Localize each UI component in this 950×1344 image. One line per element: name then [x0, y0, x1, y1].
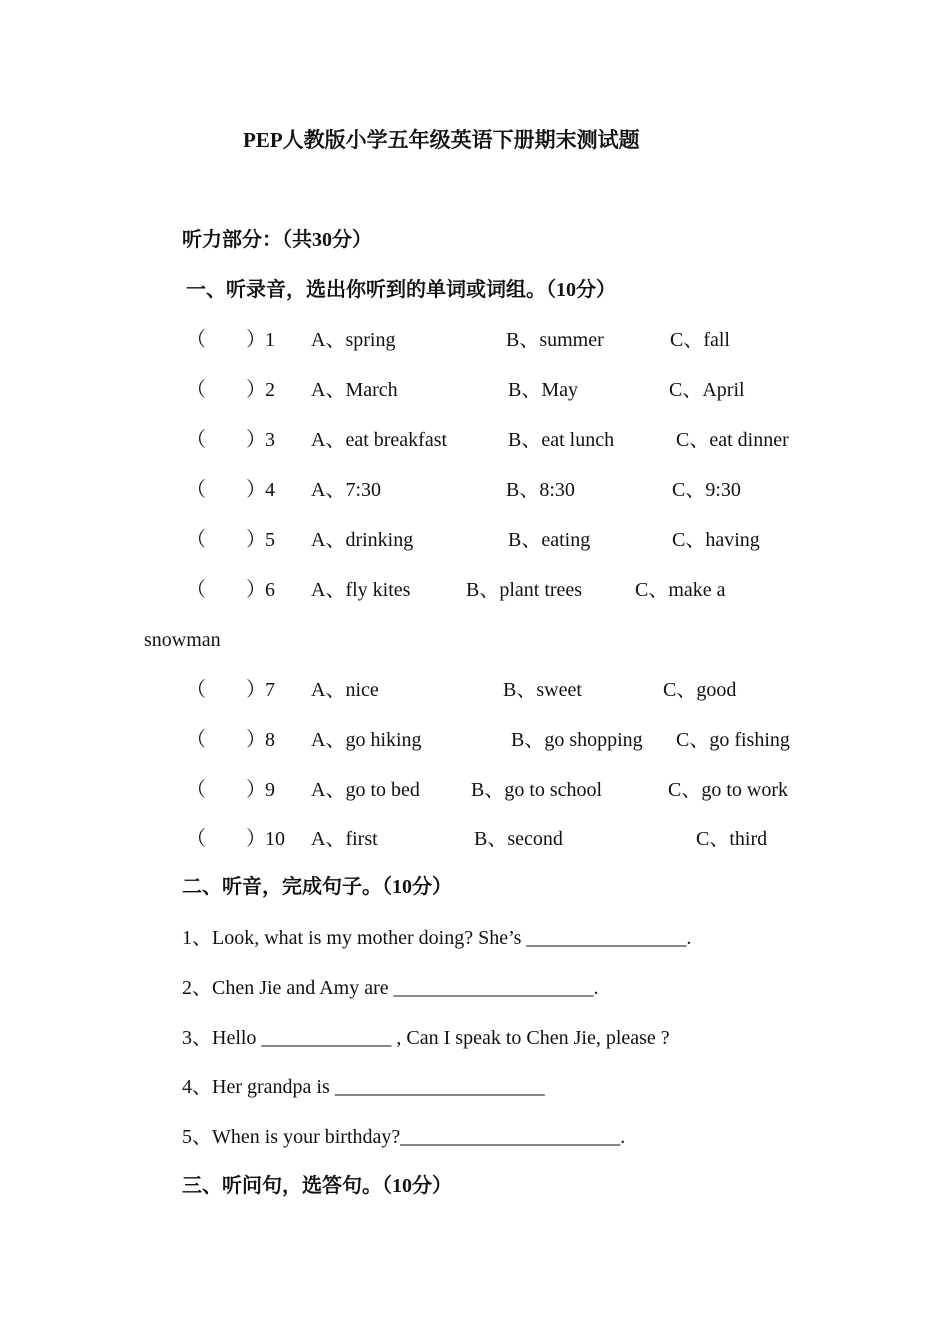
option-b: B、go shopping [511, 729, 643, 751]
option-b: B、8:30 [506, 479, 575, 501]
option-b: B、eating [508, 529, 591, 551]
section2-heading: 二、听音，完成句子。（10分） [182, 876, 452, 898]
option-a: A、go hiking [311, 729, 422, 751]
option-c: C、third [696, 828, 768, 850]
option-b: B、sweet [503, 679, 582, 701]
option-c: C、go fishing [676, 729, 790, 751]
question-number: 3 [265, 429, 275, 451]
option-c: C、go to work [668, 779, 788, 801]
question-number: 2 [265, 379, 275, 401]
option-b: B、eat lunch [508, 429, 615, 451]
option-c-continuation: snowman [144, 629, 221, 651]
answer-parenthesis: （ ） [186, 779, 266, 801]
option-b: B、summer [506, 329, 604, 351]
answer-parenthesis: （ ） [186, 329, 266, 351]
answer-parenthesis: （ ） [186, 579, 266, 601]
option-a: A、March [311, 379, 398, 401]
sentence-4: 4、Her grandpa is _____________________ [182, 1076, 545, 1098]
listening-header: 听力部分：（共30分） [182, 229, 372, 251]
option-c: C、having [672, 529, 760, 551]
option-a: A、drinking [311, 529, 414, 551]
answer-parenthesis: （ ） [186, 828, 266, 850]
sentence-1: 1、Look, what is my mother doing? She’s ________________. [182, 927, 692, 949]
option-c: C、good [663, 679, 737, 701]
section1-heading: 一、听录音，选出你听到的单词或词组。（10分） [186, 279, 616, 301]
option-c: C、9:30 [672, 479, 741, 501]
answer-parenthesis: （ ） [186, 729, 266, 751]
page-title: PEP人教版小学五年级英语下册期末测试题 [243, 128, 640, 152]
option-b: B、plant trees [466, 579, 583, 601]
sentence-5: 5、When is your birthday?______________________. [182, 1126, 626, 1148]
option-b: B、go to school [471, 779, 603, 801]
answer-parenthesis: （ ） [186, 679, 266, 701]
option-b: B、second [474, 828, 563, 850]
question-number: 10 [265, 828, 285, 850]
answer-parenthesis: （ ） [186, 379, 266, 401]
answer-parenthesis: （ ） [186, 429, 266, 451]
option-c: C、make a [635, 579, 726, 601]
question-number: 4 [265, 479, 275, 501]
question-number: 6 [265, 579, 275, 601]
option-a: A、spring [311, 329, 396, 351]
option-a: A、go to bed [311, 779, 420, 801]
question-number: 8 [265, 729, 275, 751]
question-number: 9 [265, 779, 275, 801]
option-c: C、April [669, 379, 745, 401]
question-number: 7 [265, 679, 275, 701]
option-a: A、eat breakfast [311, 429, 448, 451]
option-b: B、May [508, 379, 578, 401]
option-a: A、7:30 [311, 479, 381, 501]
answer-parenthesis: （ ） [186, 479, 266, 501]
sentence-3: 3、Hello _____________ , Can I speak to Chen Jie, please ? [182, 1027, 670, 1049]
question-number: 5 [265, 529, 275, 551]
answer-parenthesis: （ ） [186, 529, 266, 551]
option-a: A、first [311, 828, 378, 850]
sentence-2: 2、Chen Jie and Amy are ____________________. [182, 977, 599, 999]
option-a: A、nice [311, 679, 379, 701]
option-a: A、fly kites [311, 579, 411, 601]
option-c: C、fall [670, 329, 730, 351]
option-c: C、eat dinner [676, 429, 789, 451]
section3-heading: 三、听问句，选答句。（10分） [182, 1175, 452, 1197]
question-number: 1 [265, 329, 275, 351]
